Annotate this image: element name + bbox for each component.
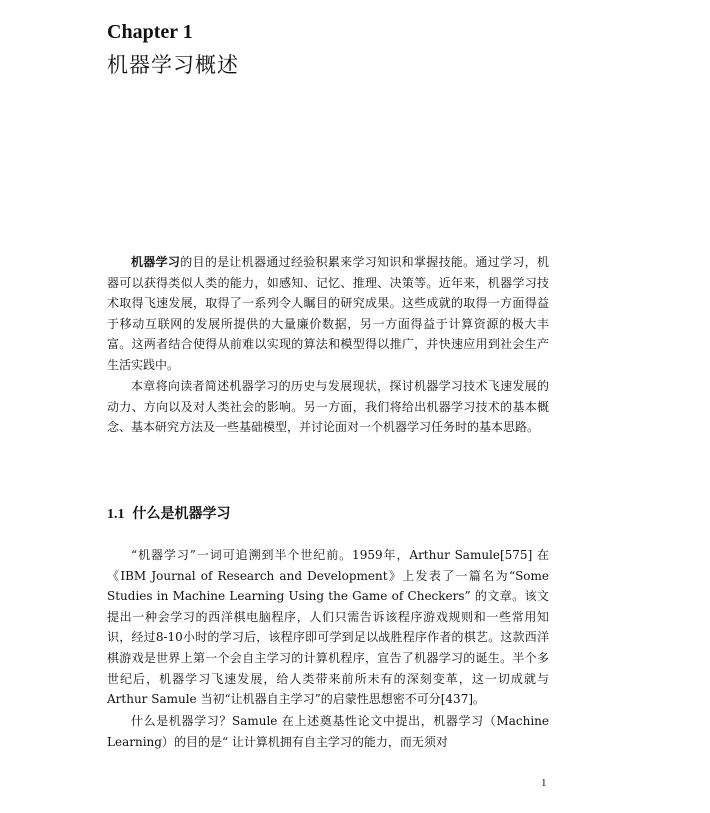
section-title: 什么是机器学习 xyxy=(132,506,231,522)
section-heading xyxy=(107,505,231,524)
section-paragraph-2: 什么是机器学习？Samule 在上述奠基性论文中提出，机器学习（Machine Learning）的目的是“ 让计算机拥有自主学习的能力，而无须对 xyxy=(107,714,549,749)
intro-paragraph-1-text: 的目的是让机器通过经验积累来学习知识和掌握技能。通过学习，机器可以获得类似人类的能力，如感知、记忆、推理、决策等。近年来，机器学习技术取得飞速发展，取得了一系列令人瞩目的研究成果。这些成就的取得一方面得益于移动互联网的发展所提供的大量廉价数据，另一方面得益于计算资源的极大丰富。这两者结合使得从前难以实现的算法和模型得以推广，并快速应用到社会生产生活实践中。 xyxy=(107,255,549,372)
page-number: 1 xyxy=(541,777,547,789)
section-number: 1.1 xyxy=(107,507,125,522)
chapter-title: 机器学习概述 xyxy=(107,53,239,77)
intro-paragraph-2: 本章将向读者简述机器学习的历史与发展现状，探讨机器学习技术飞速发展的动力、方向以及对人类社会的影响。另一方面，我们将给出机器学习技术的基本概念、基本研究方法及一些基础模型，并讨论面对一个机器学习任务时的基本思路。 xyxy=(107,379,549,435)
intro-paragraph-1 xyxy=(107,252,549,376)
chapter-label: Chapter 1 xyxy=(107,21,193,43)
section-paragraph-1: “机器学习”一词可追溯到半个世纪前。1959年，Arthur Samule[575] 在《IBM Journal of Research and Development》上发表了一篇名为“Some Studies in Machine Learning Using the Game of Checkers” 的文章。该文提出一种会学习的西洋棋电脑程序，人们只需告诉该程序游戏规则和一些常用知识，经过8-10小时的学习后，该程序即可学到足以战胜程序作者的棋艺。这款西洋棋游戏是世界上第一个会自主学习的计算机程序，宣告了机器学习的诞生。半个多世纪后，机器学习飞速发展，给人类带来前所未有的深刻变革，这一切成就与Arthur Samule 当初“让机器自主学习”的启蒙性思想密不可分[437]。 xyxy=(107,548,549,707)
intro-lead-term: 机器学习 xyxy=(131,255,181,269)
